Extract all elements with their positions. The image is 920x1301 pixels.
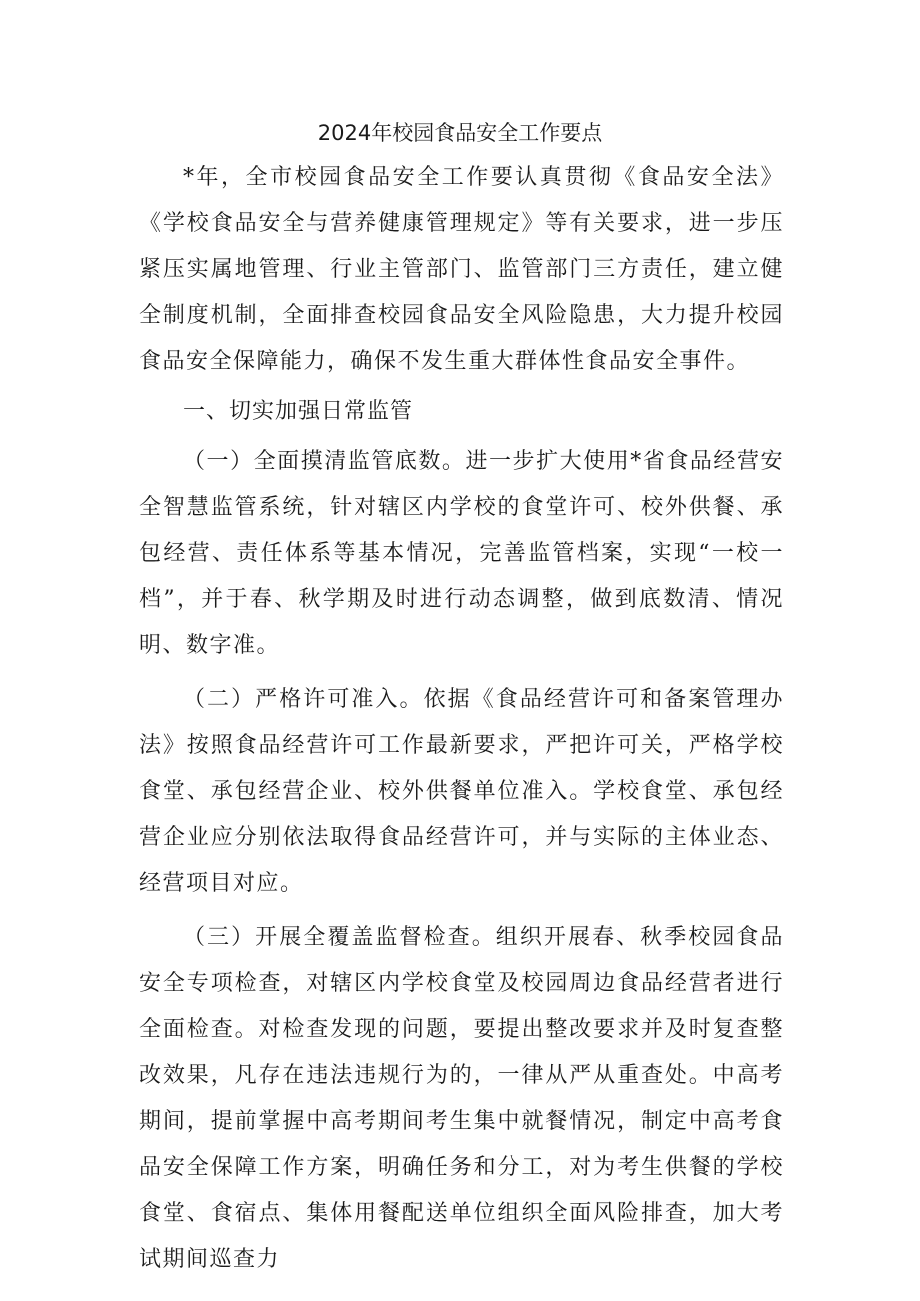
intro-paragraph: *年，全市校园食品安全工作要认真贯彻《食品安全法》《学校食品安全与营养健康管理规定》等有关要求，进一步压紧压实属地管理、行业主管部门、监管部门三方责任，建立健全制度机制，全面排查校园食品安全风险隐患，大力提升校园食品安全保障能力，确保不发生重大群体性食品安全事件。 — [139, 165, 784, 374]
paragraph-item-2: （二）严格许可准入。依据《食品经营许可和备案管理办法》按照食品经营许可工作最新要求，严把许可关，严格学校食堂、承包经营企业、校外供餐单位准入。学校食堂、承包经营企业应分别依法取得食品经营许可，并与实际的主体业态、经营项目对应。 — [139, 687, 784, 896]
document-body — [139, 155, 784, 1283]
paragraph-item-1: （一）全面摸清监管底数。进一步扩大使用*省食品经营安全智慧监管系统，针对辖区内学校的食堂许可、校外供餐、承包经营、责任体系等基本情况，完善监管档案，实现“一校一档”，并于春、秋学期及时进行动态调整，做到底数清、情况明、数字准。 — [139, 449, 784, 658]
section-heading-1: 一、切实加强日常监管 — [183, 399, 414, 424]
document-title: 2024年校园食品安全工作要点 — [317, 121, 603, 145]
paragraph-item-3: （三）开展全覆盖监督检查。组织开展春、秋季校园食品安全专项检查，对辖区内学校食堂及校园周边食品经营者进行全面检查。对检查发现的问题，要提出整改要求并及时复查整改效果，凡存在违法违规行为的，一律从严从重查处。中高考期间，提前掌握中高考期间考生集中就餐情况，制定中高考食品安全保障工作方案，明确任务和分工，对为考生供餐的学校食堂、食宿点、集体用餐配送单位组织全面风险排查，加大考试期间巡查力 — [139, 925, 784, 1272]
